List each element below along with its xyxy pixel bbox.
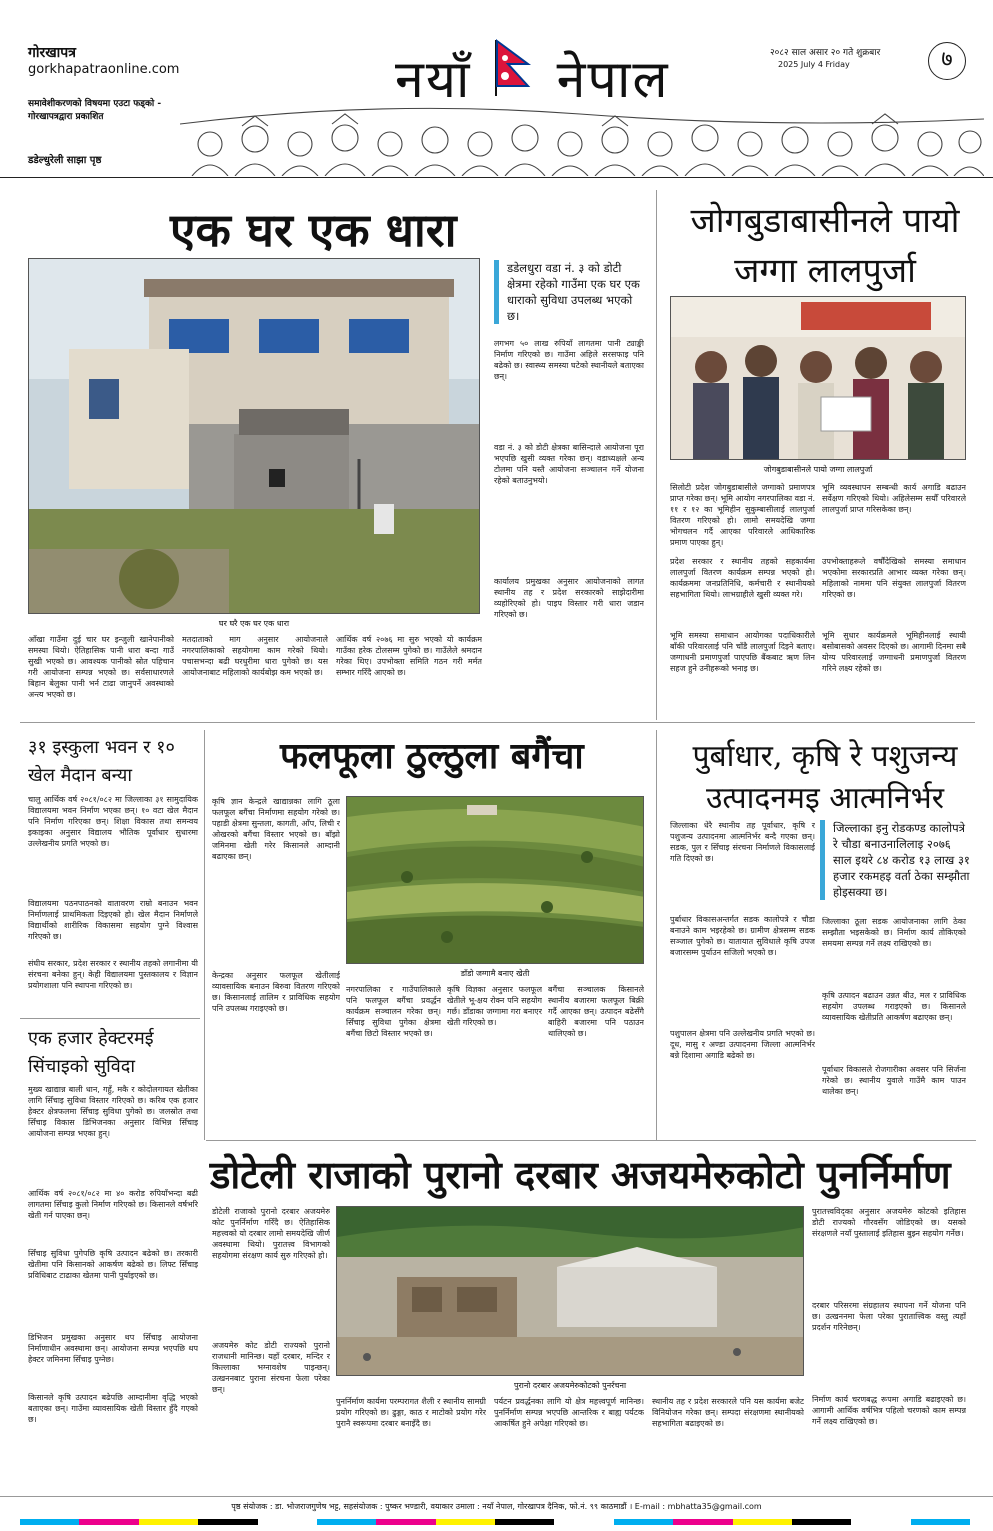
fruit-body-col2: केन्द्रका अनुसार फलफूल खेतीलाई व्यावसायिक बनाउन बिरुवा वितरण गरिएको छ। किसानलाई तालिम र प्राविधिक सहयोग पनि उपलब्ध गराइएको छ। <box>212 971 340 1013</box>
water-body-col4: लगभग ५० लाख रुपियाँ लागतमा पानी ट्याङ्की निर्माण गरिएको छ। गाउँमा अहिले सरसफाइ पनि बढेको छ। स्वास्थ्य समस्या घटेको स्थानीयले बताएका छन्। <box>494 339 644 381</box>
fruit-body-col4: कृषि विज्ञका अनुसार फलफूल खेतीले भू-क्षय रोक्न पनि सहयोग गर्छ। डाँडाका जग्गामा गरा बनाएर खेती गरिएको छ। <box>447 985 542 1027</box>
print-color-bar <box>20 1519 970 1525</box>
school-headline: ३१ इस्कुला भवन र १० खेल मैदान बन्या <box>28 737 175 786</box>
palace-body-col7: दरबार परिसरमा संग्रहालय स्थापना गर्ने योजना पनि छ। उत्खननमा फेला परेका पुरातात्त्विक वस्तु त्यहाँ प्रदर्शन गरिनेछन्। <box>812 1301 966 1332</box>
agriculture-body-col2: पुर्बाधार विकासअन्तर्गत सडक कालोपत्रे र चौडा बनाउने काम भइरहेको छ। ग्रामीण क्षेत्रसम्म सडक सञ्जाल पुगेको छ। यातायात सुविधाले कृषि उपज बजारसम्म पुर्याउन सजिलो भएको छ। <box>670 915 815 957</box>
crowd-illustration <box>180 94 984 176</box>
palace-photo-caption: पुरानो दरबार अजयमेरुकोटको पुनर्रचना <box>513 1381 627 1390</box>
agriculture-headline: पुर्बाधार, कृषि रे पशुजन्य उत्पादनमइ आत्मनिर्भर <box>692 739 958 816</box>
date-english: 2025 July 4 Friday <box>778 60 850 69</box>
palace-body-col2: अजयमेरु कोट डोटी राज्यको पुरानो राजधानी मानिन्छ। यहाँ दरबार, मन्दिर र किल्लाका भग्नावशेष पाइन्छन्। उत्खननबाट पुराना संरचना फेला परेका छन्। <box>212 1341 330 1394</box>
land-body-col1: सिलोटी प्रदेश जोगबुडाबासीले जग्गाको प्रमाणपत्र प्राप्त गरेका छन्। भूमि आयोग नगरपालिका वडा नं. ११ र १२ का भूमिहीन सुकुम्बासीलाई लालपुर्जा वितरण गरिएको हो। लामो समयदेखि जग्गा भोगचलन गर्दै आएका परिवारले आधिकारिक प्रमाण पाएका हुन्। <box>670 483 815 547</box>
water-body-col6: कार्यालय प्रमुखका अनुसार आयोजनाको लागत स्थानीय तह र प्रदेश सरकारको साझेदारीमा व्यहोरिएको हो। पाइप विस्तार गरी धारा जडान गरिएको छ। <box>494 577 644 619</box>
agriculture-body-col1: जिल्लाका धेरै स्थानीय तह पूर्वाधार, कृषि र पशुजन्य उत्पादनमा आत्मनिर्भर बन्दै गएका छन्। सडक, पुल र सिँचाइ संरचना निर्माणले विकासलाई गति दिएको छ। <box>670 821 815 863</box>
page-label: डडेल्धुरेली साझा पृष्ठ <box>28 155 102 166</box>
water-headline: एक घर एक धारा <box>170 203 457 257</box>
palace-body-col6: पुरातत्त्वविद्का अनुसार अजयमेरु कोटको इतिहास डोटी राज्यको गौरवसँग जोडिएको छ। यसको संरक्षणले नयाँ पुस्तालाई इतिहास बुझ्न सहयोग गर्नेछ। <box>812 1207 966 1238</box>
publisher-url[interactable]: gorkhapatraonline.com <box>28 62 180 77</box>
agriculture-body-col4: जिल्लाका ठूला सडक आयोजनाका लागि ठेका सम्झौता भइसकेको छ। निर्माण कार्य तोकिएको समयमा सम्पन्न गर्ने लक्ष्य राखिएको छ। <box>822 917 966 948</box>
agriculture-body-col6: पूर्वाधार विकासले रोजगारीका अवसर पनि सिर्जना गरेको छ। स्थानीय युवाले गाउँमै काम पाउन थालेका छन्। <box>822 1065 966 1096</box>
palace-body-col3: पुनर्निर्माण कार्यमा परम्परागत शैली र स्थानीय सामग्री प्रयोग गरिएको छ। ढुङ्गा, काठ र माटोको प्रयोग गरेर पुरानै स्वरूपमा दरबार बनाइँदै छ। <box>336 1397 486 1428</box>
ceremony-image <box>671 297 966 460</box>
school-body-p2: विद्यालयमा पठनपाठनको वातावरण राम्रो बनाउन भवन निर्माणलाई प्राथमिकता दिइएको हो। खेल मैदान निर्माणले विद्यार्थीको शारीरिक विकासमा सहयोग पुग्ने विश्वास गरिएको छ। <box>28 899 198 941</box>
land-photo-caption: जोगबुडाबासीनले पायो जग्गा लालपुर्जा <box>763 465 873 474</box>
water-body-col3: आर्थिक वर्ष २०७६ मा सुरु भएको यो कार्यक्रम गाउँका हरेक टोलसम्म पुगेको छ। गाउँलेले श्रमदान गरेका थिए। उपभोक्ता समिति गठन गरी मर्मत सम्भार गरिँदै आएको छ। <box>336 635 482 677</box>
water-photo <box>28 258 480 614</box>
palace-body-col4: पर्यटन प्रवर्द्धनका लागि यो क्षेत्र महत्त्वपूर्ण मानिन्छ। पुनर्निर्माण सम्पन्न भएपछि आन्तरिक र बाह्य पर्यटक आकर्षित हुने अपेक्षा गरिएको छ। <box>494 1397 644 1428</box>
agriculture-pull-quote: जिल्लाका इनु रोडकण्ड कालोपत्रे रे चौडा बनाउनालिलाइ २०७६ साल इथरे ८४ करोड १३ लाख ३१ हजार रकमहइ वर्ता ठेका सम्झौता होइसक्या छ। <box>820 820 970 900</box>
water-body-col5: वडा नं. ३ को डोटी क्षेत्रका बासिन्दाले आयोजना पूरा भएपछि खुसी व्यक्त गरेका छन्। वडाध्यक्षले अन्य टोलमा पनि यस्तै आयोजना सञ्चालन गर्ने योजना रहेको बताउनुभयो। <box>494 443 644 485</box>
irrigation-body-p4: डिभिजन प्रमुखका अनुसार थप सिँचाइ आयोजना निर्माणाधीन अवस्थामा छन्। आयोजना सम्पन्न भएपछि थप हेक्टर जमिनमा सिँचाइ पुग्नेछ। <box>28 1333 198 1364</box>
fruit-photo-caption: डाँडो जग्गामै बनाए खेती <box>460 969 530 978</box>
land-photo <box>670 296 966 460</box>
irrigation-body-p3: सिँचाइ सुविधा पुगेपछि कृषि उत्पादन बढेको छ। तरकारी खेतीमा पनि किसानको आकर्षण बढेको छ। लिफ्ट सिँचाइ प्रविधिबाट टाढाका खेतमा पानी पुर्याइएको छ। <box>28 1249 198 1280</box>
land-body-col6: भूमि सुधार कार्यक्रमले भूमिहीनलाई स्थायी बसोबासको अवसर दिएको छ। आगामी दिनमा सबै योग्य परिवारलाई जग्गाधनी प्रमाणपुर्जा वितरण गरिने लक्ष्य रहेको छ। <box>822 631 966 673</box>
land-body-col2: प्रदेश सरकार र स्थानीय तहको सहकार्यमा लालपुर्जा वितरण कार्यक्रम सम्पन्न भएको हो। कार्यक्रममा जनप्रतिनिधि, कर्मचारी र स्थानीयको सहभागिता थियो। लाभग्राहीले खुसी व्यक्त गरे। <box>670 557 815 599</box>
publisher-name: गोरखापत्र <box>28 45 76 61</box>
terrace-garden-image <box>347 797 644 964</box>
irrigation-body-p5: किसानले कृषि उत्पादन बढेपछि आम्दानीमा वृद्धि भएको बताएका छन्। गाउँमा व्यावसायिक खेती विस्तार हुँदै गएको छ। <box>28 1393 198 1424</box>
palace-ruins-image <box>337 1207 804 1376</box>
water-body-col2: मतदाताको माग अनुसार आयोजनाले नगरपालिकाको सहयोगमा काम गरेको थियो। पचासभन्दा बढी घरधुरीमा धारा पुगेको छ। यस आयोजनाबाट महिलाको कार्यबोझ कम भएको छ। <box>182 635 328 677</box>
palace-body-col8: निर्माण कार्य चरणबद्ध रूपमा अगाडि बढाइएको छ। आगामी आर्थिक वर्षभित्र पहिलो चरणको काम सम्पन्न गर्ने लक्ष्य राखिएको छ। <box>812 1395 966 1426</box>
land-body-col5: उपभोक्ताहरूले वर्षौंदेखिको समस्या समाधान भएकोमा सरकारप्रति आभार व्यक्त गरेका छन्। महिलाको नाममा पनि संयुक्त लालपुर्जा वितरण गरिएको छ। <box>822 557 966 599</box>
logo-right: नेपाल <box>556 50 670 110</box>
fruit-headline: फलफूला ठुल्ठुला बगैंचा <box>280 735 584 777</box>
school-body-p3: संघीय सरकार, प्रदेश सरकार र स्थानीय तहको लगानीमा यी संरचना बनेका हुन्। केही विद्यालयमा पुस्तकालय र विज्ञान प्रयोगशाला पनि स्थापना गरिएको छ। <box>28 959 198 990</box>
fruit-body-col5: बगैंचा सञ्चालक किसानले स्थानीय बजारमा फलफूल बिक्री गर्दै आएका छन्। उत्पादन बढेसँगै बाहिरी बजारमा पनि पठाउन थालिएको छ। <box>548 985 644 1038</box>
footer-credits: पृष्ठ संयोजक : डा. भोजराजगुणेष भट्ट, सहसंयोजक : पुष्कर भण्डारी, वयाकार उमाला : नयाँ नेपाल, गोरखापत्र दैनिक, फो.नं. ९९ काठमाडौं । E-mail : mbhatta35@gmail.com <box>0 1496 993 1512</box>
logo-left: नयाँ <box>395 50 472 110</box>
water-photo-caption: घर घरै एक घर एक धारा <box>218 619 290 628</box>
water-body-col1: आँखा गाउँमा दुई चार घर इन्जुली खानेपानीको समस्या थियो। ऐतिहासिक पानी धारा बन्दा गाउँ सुखी भएको छ। आवश्यक पानीको स्रोत पहिचान गरी आयोजना सम्पन्न भएको छ। सर्वसाधारणले बिहान बेलुका पानी भर्न टाढा जानुपर्ने अवस्थाको अन्त्य भएको छ। <box>28 635 174 699</box>
irrigation-body-p2: आर्थिक वर्ष २०८१/०८२ मा ४० करोड रुपियाँभन्दा बढी लागतमा सिँचाइ कुलो निर्माण गरिएको छ। किसानले वर्षभरि खेती गर्न पाएका छन्। <box>28 1189 198 1220</box>
palace-headline: डोटेली राजाको पुरानो दरबार अजयमेरुकोटो पुनर्निर्माण <box>210 1152 951 1197</box>
masthead <box>0 0 993 178</box>
land-body-col3: भूमि समस्या समाधान आयोगका पदाधिकारीले बाँकी परिवारलाई पनि चाँडै लालपुर्जा दिइने बताए। जग्गाधनी प्रमाणपुर्जा पाएपछि बैंकबाट ऋण लिन सहज हुने उनीहरूको भनाइ छ। <box>670 631 815 673</box>
school-body-p1: चालु आर्थिक वर्ष २०८१/०८२ मा जिल्लाका ३१ सामुदायिक विद्यालयमा भवन निर्माण भएका छन्। १० वटा खेल मैदान पनि निर्माण गरिएका छन्। शिक्षा विकास तथा समन्वय इकाइका अनुसार विद्यालय भौतिक पूर्वाधार सुधारमा उल्लेखनीय प्रगति भएको छ। <box>28 795 198 848</box>
irrigation-body-p1: मुख्य खाद्यान्न बाली धान, गहुँ, मकै र कोदोलगायत खेतीका लागि सिँचाइ सुविधा विस्तार गरिएको छ। करिब एक हजार हेक्टर क्षेत्रफलमा सिँचाइ सुविधा पुगेको छ। जलस्रोत तथा सिँचाइ विकास डिभिजनका अनुसार विभिन्न सिँचाइ आयोजना सम्पन्न भएका हुन्। <box>28 1085 198 1138</box>
water-pull-quote: डडेलधुरा वडा नं. ३ को डोटी क्षेत्रमा रहेको गाउँमा एक घर एक धाराको सुविधा उपलब्ध भएको छ। <box>494 260 644 324</box>
palace-body-col1: डोटेली राजाको पुरानो दरबार अजयमेरु कोट पुनर्निर्माण गरिँदै छ। ऐतिहासिक महत्त्वको यो दरबार लामो समयदेखि जीर्ण अवस्थामा थियो। पुरातत्त्व विभागको सहयोगमा संरक्षण कार्य सुरु गरिएको हो। <box>212 1207 330 1260</box>
agriculture-body-col5: कृषि उत्पादन बढाउन उन्नत बीउ, मल र प्राविधिक सहयोग उपलब्ध गराइएको छ। किसानले व्यावसायिक खेतीप्रति आकर्षण बढाएका छन्। <box>822 991 966 1022</box>
date-nepali: २०८२ साल असार २० गते शुक्रबार <box>770 48 881 58</box>
page-number: ७ <box>928 42 966 80</box>
publisher-note: समावेशीकरणको विषयमा एउटा फड्को - गोरखापत्रद्वारा प्रकाशित <box>28 99 162 122</box>
fruit-photo <box>346 796 644 964</box>
fruit-body-col3: नगरपालिका र गाउँपालिकाले पनि फलफूल बगैंचा प्रवर्द्धन कार्यक्रम सञ्चालन गरेका छन्। सिँचाइ सुविधा पुगेका क्षेत्रमा बगैंचा छिटो विस्तार भएको छ। <box>346 985 441 1038</box>
agriculture-body-col3: पशुपालन क्षेत्रमा पनि उल्लेखनीय प्रगति भएको छ। दूध, मासु र अण्डा उत्पादनमा जिल्ला आत्मनिर्भर बन्ने दिशामा अगाडि बढेको छ। <box>670 1029 815 1060</box>
land-body-col4: भूमि व्यवस्थापन सम्बन्धी कार्य अगाडि बढाउन सर्वेक्षण गरिएको थियो। अहिलेसम्म सयौँ परिवारले लालपुर्जा प्राप्त गरिसकेका छन्। <box>822 483 966 514</box>
nepal-flag-icon <box>494 38 532 96</box>
fruit-body-col1: कृषि ज्ञान केन्द्रले खाद्यान्नका लागि ठूला फलफूल बगैंचा निर्माणमा सहयोग गरेको छ। पहाडी क्षेत्रमा सुन्तला, कागती, आँप, लिची र ओखरको बगैंचा विस्तार भएको छ। बाँझो जमिनमा खेती गरेर किसानले आम्दानी बढाएका छन्। <box>212 797 340 861</box>
house-tap-image <box>29 259 480 614</box>
land-headline: जोगबुडाबासीनले पायो जग्गा लालपुर्जा <box>690 201 960 291</box>
palace-body-col5: स्थानीय तह र प्रदेश सरकारले पनि यस कार्यमा बजेट विनियोजन गरेका छन्। सम्पदा संरक्षणमा स्थानीयको सहभागिता बढाइएको छ। <box>652 1397 804 1428</box>
irrigation-headline: एक हजार हेक्टरमई सिंचाइको सुविदा <box>28 1028 154 1077</box>
palace-photo <box>336 1206 804 1376</box>
